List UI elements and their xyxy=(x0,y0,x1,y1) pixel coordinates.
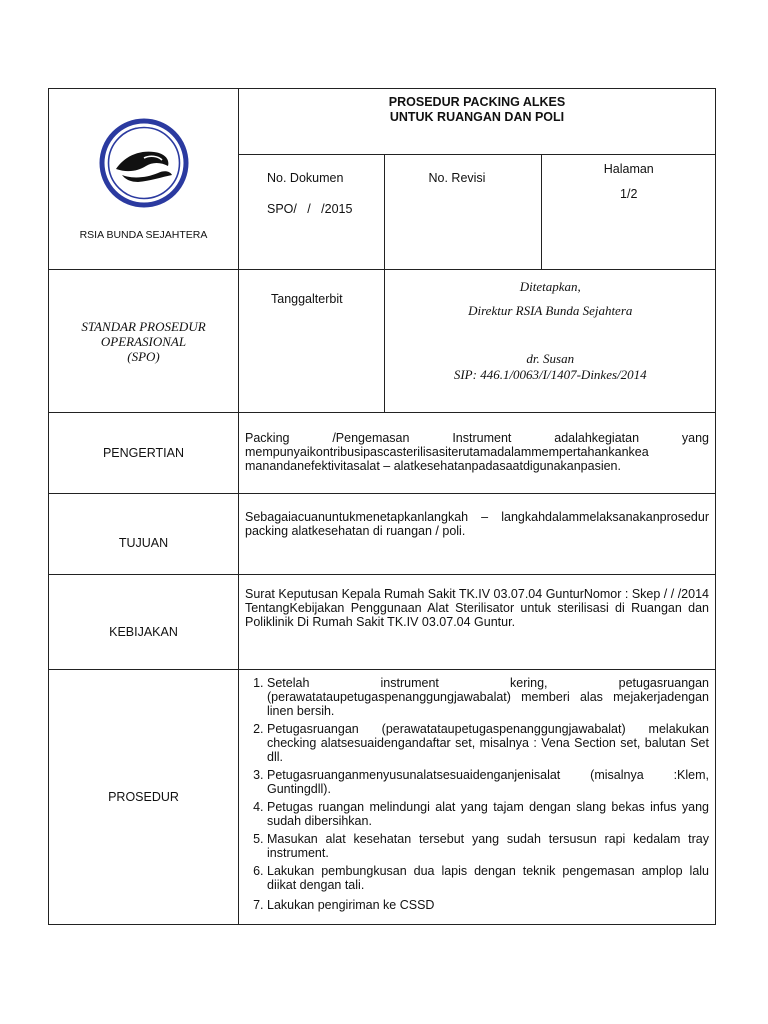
sign-name: dr. Susan xyxy=(526,351,575,366)
tujuan-text: Sebagaiacuanuntukmenetapkanlangkah – langkahdalammelaksanakanprosedur packing alatkesehatan di ruangan / poli. xyxy=(239,494,716,575)
prosedur-step: 3. Petugasruanganmenyusunalatsesuaidenganjenisalat (misalnya :Klem, Guntingdll). xyxy=(267,768,709,796)
kebijakan-label: KEBIJAKAN xyxy=(49,575,239,670)
issue-sign-table xyxy=(239,270,716,412)
hospital-logo-icon xyxy=(98,117,190,209)
pengertian-text: Packing /Pengemasan Instrument adalahkegiatan yang mempunyaikontribusipascasterilisasiterutamadalammempertahankankea manandanefektivitasalat – alatkesehatanpadasaatdigunakanpasien. xyxy=(239,413,716,494)
doc-number-cell xyxy=(239,155,384,269)
sign-sip: SIP: 446.1/0063/I/1407-Dinkes/2014 xyxy=(453,367,647,382)
revision-label: No. Revisi xyxy=(428,171,486,185)
doc-number-label: No. Dokumen xyxy=(267,171,344,185)
title-line-2: UNTUK RUANGAN DAN POLI xyxy=(389,110,565,124)
page-label: Halaman xyxy=(603,162,654,176)
prosedur-label: PROSEDUR xyxy=(49,670,239,925)
spo-label-cell xyxy=(49,270,239,413)
org-name: RSIA BUNDA SEJAHTERA xyxy=(79,229,208,241)
tujuan-label: TUJUAN xyxy=(49,494,239,575)
issue-date-label: Tanggalterbit xyxy=(271,292,343,306)
issue-date-cell xyxy=(239,270,384,412)
spo-line-2: OPERASIONAL xyxy=(100,333,187,349)
revision-cell xyxy=(384,155,541,269)
page-cell xyxy=(541,155,716,269)
logo-cell xyxy=(49,89,239,270)
pengertian-label: PENGERTIAN xyxy=(49,413,239,494)
signature-cell xyxy=(384,270,716,412)
kebijakan-text: Surat Keputusan Kepala Rumah Sakit TK.IV 03.07.04 GunturNomor : Skep / / /2014 TentangKebijakan Penggunaan Alat Sterilisator untuk sterilisasi di Ruangan dan Poliklinik Di Rumah Sakit TK.IV 03.07.04 Guntur. xyxy=(239,575,716,670)
spo-table xyxy=(48,88,716,925)
title-line-1: PROSEDUR PACKING ALKES xyxy=(388,95,566,109)
prosedur-step: 7. Lakukan pengiriman ke CSSD xyxy=(267,898,709,912)
prosedur-step: 4. Petugas ruangan melindungi alat yang tajam dengan slang bekas infus yang sudah dibersihkan. xyxy=(267,800,709,828)
prosedur-steps xyxy=(245,676,709,912)
sign-director: Direktur RSIA Bunda Sejahtera xyxy=(468,303,633,318)
document-title xyxy=(239,89,716,155)
document-page xyxy=(48,88,715,925)
prosedur-step: 2. Petugasruangan (perawatataupetugaspenanggungjawabalat) melakukan checking alatsesuaidengandaftar set, misalnya : Vena Section set, balutan Set dll. xyxy=(267,722,709,764)
doc-info-cell xyxy=(239,155,716,270)
spo-line-3: (SPO) xyxy=(127,348,160,364)
doc-number-value: SPO/ / /2015 xyxy=(267,202,353,216)
sign-established: Ditetapkan, xyxy=(519,279,581,294)
prosedur-step: 5. Masukan alat kesehatan tersebut yang sudah tersusun rapi kedalam tray instrument. xyxy=(267,832,709,860)
spo-line-1: STANDAR PROSEDUR xyxy=(81,318,206,334)
prosedur-step: 1. Setelah instrument kering, petugasruangan (perawatataupetugaspenanggungjawabalat) memberi alas mejakerjadengan linen bersih. xyxy=(267,676,709,718)
doc-info-table xyxy=(239,155,716,269)
page-value: 1/2 xyxy=(620,187,638,201)
prosedur-step: 6. Lakukan pembungkusan dua lapis dengan teknik pengemasan amplop lalu diikat dengan tali. xyxy=(267,864,709,892)
issue-sign-cell xyxy=(239,270,716,413)
prosedur-cell xyxy=(239,670,716,925)
